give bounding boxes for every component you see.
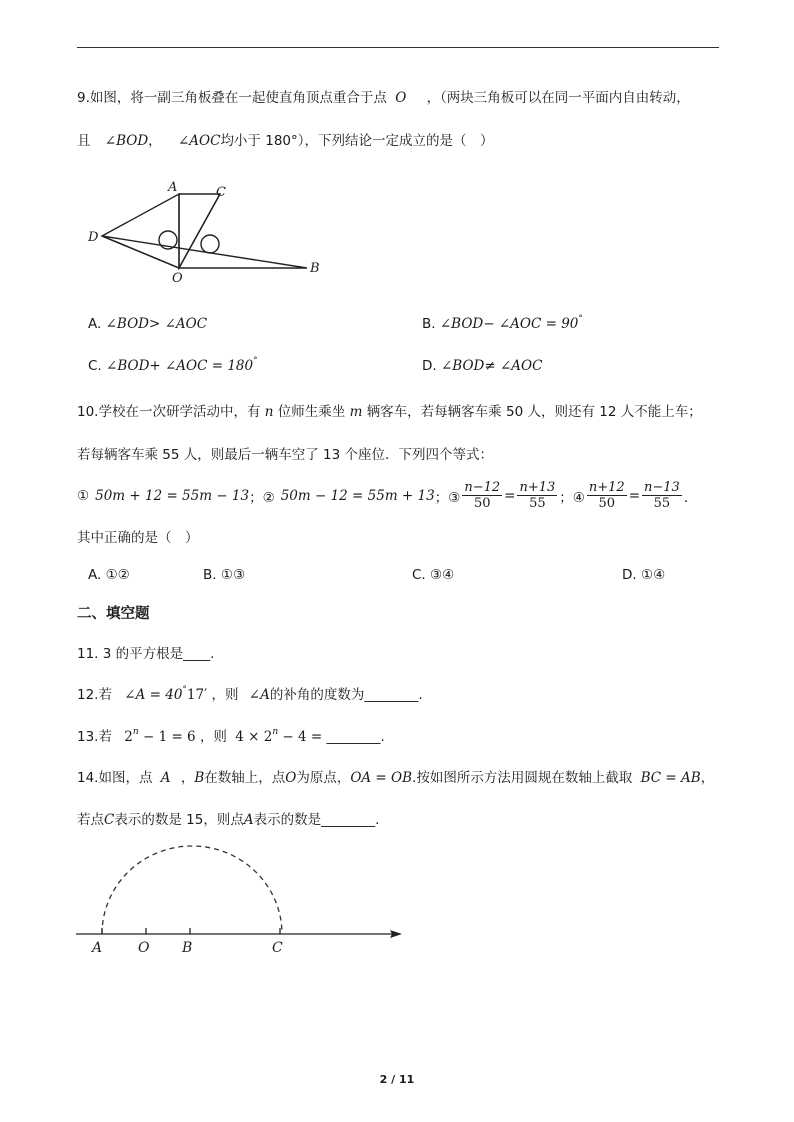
degree-sign: ° — [578, 314, 583, 324]
page-number: 2 / 11 — [379, 1073, 415, 1086]
q13-base: 2 — [124, 729, 133, 745]
option-expr: ∠BOD> ∠AOC — [105, 316, 208, 332]
q14-point: B — [194, 770, 205, 786]
eq-label: ；④ — [559, 489, 585, 506]
q9-angle-bod: ∠BOD — [104, 133, 149, 149]
option-prefix: A. — [88, 316, 102, 332]
q14-line2 — [77, 808, 379, 828]
section-heading: 二、填空题 — [77, 606, 150, 622]
equals: = — [504, 487, 516, 504]
q13-expr2: 4 × 2 — [235, 729, 273, 745]
q14-text: .按如图所示方法用圆规在数轴上截取 — [412, 770, 633, 786]
fig-label-c: C — [216, 185, 226, 200]
q13-text-a: 13.若 — [77, 729, 112, 745]
q12-text-c: 的补角的度数为________. — [269, 687, 423, 703]
eq-label: ；③ — [434, 489, 461, 506]
q10-option-a: A. ①② — [88, 567, 130, 583]
q14-number-line-figure — [70, 838, 410, 963]
fig-label-a: A — [168, 180, 178, 195]
q14-equation: OA = OB — [350, 770, 413, 786]
q14-text: ， — [700, 770, 715, 786]
period: ． — [683, 489, 698, 506]
q14-text: 表示的数是 15，则点 — [114, 812, 244, 828]
q14-text: 为原点， — [296, 770, 351, 786]
q10-equations — [77, 480, 697, 511]
q14-point: C — [104, 812, 115, 828]
q9-point-o: O — [395, 90, 407, 106]
axis-label-c: C — [272, 940, 283, 956]
q9-text: 9.如图，将一副三角板叠在一起使直角顶点重合于点 — [77, 90, 387, 106]
option-prefix: B. — [422, 316, 436, 332]
q14-point: A — [160, 770, 171, 786]
axis-label-b: B — [182, 940, 193, 956]
denominator: 50 — [598, 496, 616, 511]
q12 — [77, 683, 423, 703]
hole-right — [201, 235, 219, 253]
eq-label: ；② — [249, 489, 275, 506]
degree-sign: ° — [253, 356, 258, 366]
numerator: n−13 — [644, 480, 680, 495]
q14-text: 在数轴上，点 — [204, 770, 286, 786]
equation-2: 50m − 12 = 55m + 13 — [280, 487, 435, 504]
q9-option-b — [422, 316, 583, 332]
q9-option-c — [88, 358, 258, 374]
q10-text-e: 其中正确的是（ ） — [77, 530, 199, 546]
q10-option-d: D. ①④ — [622, 567, 666, 583]
header-rule — [77, 47, 719, 48]
q10-line1 — [77, 400, 702, 420]
eq-label: ① — [77, 487, 90, 504]
q12-text-b: ，则 — [211, 687, 239, 703]
q9-angle-aoc: ∠AOC — [177, 133, 221, 149]
q14-equation: BC = AB — [640, 770, 701, 786]
q13-text-c: ________. — [322, 729, 385, 745]
q9-option-a — [88, 316, 207, 332]
q13-exponent: n — [132, 727, 139, 737]
denominator: 55 — [529, 496, 546, 511]
q10-var-m: m — [349, 404, 363, 420]
q12-text-a: 12.若 — [77, 687, 112, 703]
q14-text: 表示的数是________. — [253, 812, 380, 828]
fraction — [587, 480, 627, 511]
q10-question — [77, 526, 199, 546]
q9-text-c: 且 — [77, 133, 91, 149]
degree-sign: ° — [182, 685, 187, 695]
q10-line2 — [77, 443, 493, 463]
option-expr: ∠BOD≠ ∠AOC — [440, 358, 543, 374]
q9-text-d: 均小于 180°），下列结论一定成立的是（ ） — [220, 133, 494, 149]
compass-arc — [102, 846, 282, 934]
q9-line2 — [77, 129, 494, 149]
q10-text-c: 辆客车，若每辆客车乘 50 人，则还有 12 人不能上车； — [366, 404, 702, 420]
denominator: 50 — [473, 496, 491, 511]
numerator: n+13 — [519, 480, 556, 495]
q10-text-b: 位师生乘坐 — [277, 404, 346, 420]
q13-exponent: n — [272, 727, 279, 737]
fraction — [642, 480, 682, 511]
option-prefix: D. — [422, 358, 437, 374]
q9-line1 — [77, 86, 690, 106]
q14-text: ， — [180, 770, 195, 786]
q14-point: A — [243, 812, 254, 828]
triangle-dob — [102, 236, 307, 268]
numerator: n+12 — [588, 480, 625, 495]
numerator: n−12 — [464, 480, 501, 495]
segment-co — [179, 194, 220, 268]
q12-minutes: 17′ — [186, 687, 208, 703]
option-prefix: C. — [88, 358, 102, 374]
q13-expr2b: − 4 = — [278, 729, 323, 745]
fig-label-b: B — [310, 261, 320, 276]
equation-1: 50m + 12 = 55m − 13 — [95, 487, 250, 504]
q9-sep: ， — [148, 133, 162, 149]
q10-text-d: 若每辆客车乘 55 人，则最后一辆车空了 13 个座位．下列四个等式： — [77, 447, 494, 463]
option-expr: ∠BOD− ∠AOC = 90 — [439, 316, 579, 332]
axis-label-o: O — [138, 940, 150, 956]
q11: 11. 3 的平方根是____. — [77, 646, 215, 662]
q10-option-b: B. ①③ — [203, 567, 246, 583]
q14-text: 若点 — [77, 812, 104, 828]
fig-label-d: D — [88, 230, 99, 245]
q9-text-b: ，（两块三角板可以在同一平面内自由转动， — [426, 90, 690, 106]
denominator: 55 — [653, 496, 671, 511]
q9-option-d — [422, 358, 542, 374]
q13-expr: − 1 = 6 — [138, 729, 196, 745]
q13 — [77, 725, 385, 745]
q10-text-a: 10.学校在一次研学活动中，有 — [77, 404, 261, 420]
q13-text-b: ，则 — [199, 729, 227, 745]
axis-label-a: A — [92, 940, 103, 956]
option-expr: ∠BOD+ ∠AOC = 180 — [106, 358, 254, 374]
q14-text: 14.如图，点 — [77, 770, 153, 786]
q9-triangle-figure — [82, 178, 332, 288]
fraction — [462, 480, 502, 511]
q10-option-c: C. ③④ — [412, 567, 455, 583]
fraction — [517, 480, 557, 511]
q10-var-n: n — [264, 404, 274, 420]
q14-line1 — [77, 766, 714, 786]
q14-point: O — [285, 770, 297, 786]
q12-angle-expr: ∠A = 40 — [124, 687, 183, 703]
equals: = — [628, 487, 640, 504]
fig-label-o: O — [172, 271, 183, 286]
q12-angle: ∠A — [248, 687, 270, 703]
